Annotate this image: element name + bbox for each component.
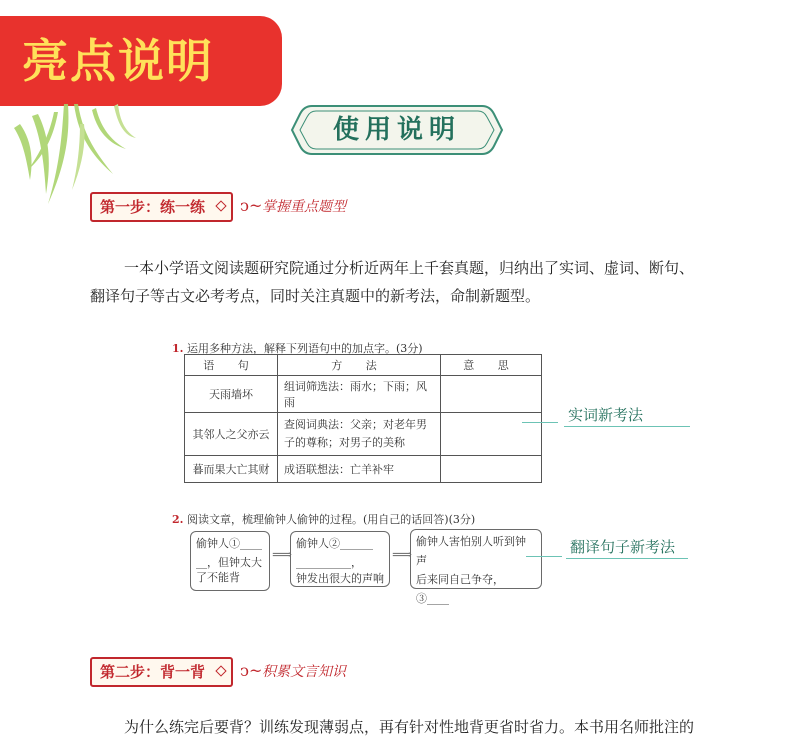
q2-step2-box (290, 531, 390, 587)
arrow-right-icon: ⟹ (392, 547, 413, 563)
swirl-icon: ↄ~ (240, 661, 263, 680)
q1-answer-cell[interactable] (441, 413, 542, 456)
swirl-icon: ↄ~ (240, 196, 263, 215)
q1-header-meaning: 意 思 (441, 355, 542, 376)
q2-text: 阅读文章，梳理偷钟人偷钟的过程。(用自己的话回答)(3分) (186, 513, 476, 526)
q1-method-cell: 查阅词典法：父亲；对老年男子的尊称；对男子的美称 (278, 413, 441, 456)
highlight-banner (0, 16, 282, 106)
step2-note: 积累文言知识 (262, 664, 346, 680)
step1-tag (90, 192, 233, 222)
q2-box3-line1: 偷钟人害怕别人听到钟声 (416, 535, 526, 567)
table-row (185, 376, 542, 413)
q1-number: 1. (172, 342, 184, 355)
q1-text: 运用多种方法，解释下列语句中的加点字。(3分) (186, 342, 423, 355)
q1-table (184, 354, 542, 483)
q2-box3-line2: 后来同自己争夺，③____ (416, 573, 504, 605)
q2-box1-line2: __，但钟太大 (196, 556, 262, 569)
q2-step3-box (410, 529, 542, 605)
diamond-icon (215, 200, 226, 211)
step1-tag-label: 第一步：练一练 (100, 198, 206, 216)
callout2-line-left (526, 556, 562, 557)
q2-number: 2. (172, 513, 184, 526)
callout1-label: 实词新考法 (568, 406, 644, 424)
q2-title (172, 511, 475, 527)
para1-line1: 一本小学语文阅读题研究院通过分析近两年上千套真题，归纳出了实词、虚词、断句、 (124, 259, 695, 277)
arrow-right-icon: ⟹ (272, 547, 293, 563)
q1-method-cell: 组词筛选法：雨水；下雨；风雨 (278, 376, 441, 413)
para1-line2: 翻译句子等古文必考考点，同时关注真题中的新考法，命制新题型。 (90, 287, 541, 305)
callout2-underline (566, 558, 688, 559)
para2-line1: 为什么练完后要背？训练发现薄弱点，再有针对性地背更省时省力。本书用名师批注的 (124, 718, 695, 736)
q1-sentence-cell: 天雨墙坏 (185, 376, 278, 413)
q1-sentence-cell: 暮而果大亡其财 (185, 456, 278, 483)
step2-tag (90, 657, 233, 687)
page-title: 使用说明 (332, 115, 461, 145)
callout1-line-left (522, 422, 558, 423)
callout2-label: 翻译句子新考法 (570, 538, 676, 556)
q1-answer-cell[interactable] (441, 376, 542, 413)
table-row (185, 413, 542, 456)
step2-tag-label: 第二步：背一背 (100, 663, 206, 681)
q2-box2-line3: 钟发出很大的声响 (296, 572, 384, 585)
q1-header-method: 方 法 (278, 355, 441, 376)
q2-step1-box (190, 531, 270, 591)
q2-box2-line1: 偷钟人②______ (296, 537, 373, 550)
callout1-underline (564, 426, 690, 427)
q2-box1-line3: 了不能背 (196, 571, 240, 584)
step1-note: 掌握重点题型 (262, 199, 346, 215)
q2-box2-line2: __________， (296, 556, 362, 569)
diamond-icon (215, 665, 226, 676)
title-plate (290, 102, 504, 158)
q2-box1-line1: 偷钟人①____ (196, 537, 262, 550)
banner-title: 亮点说明 (22, 34, 214, 88)
q1-answer-cell[interactable] (441, 456, 542, 483)
q1-header-sentence: 语 句 (185, 355, 278, 376)
table-row (185, 456, 542, 483)
q1-method-cell: 成语联想法：亡羊补牢 (278, 456, 441, 483)
q1-sentence-cell: 其邻人之父亦云 (185, 413, 278, 456)
